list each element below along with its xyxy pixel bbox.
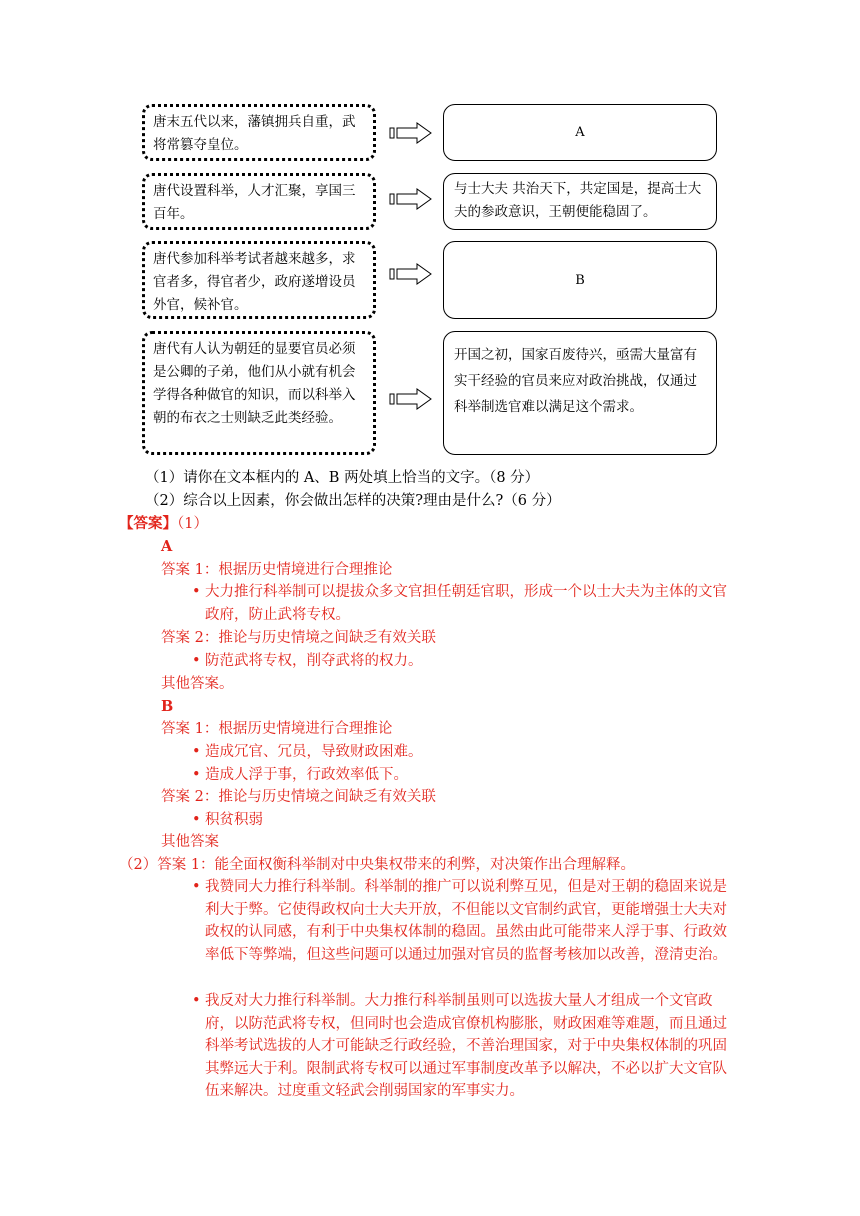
- b-label: B: [161, 698, 174, 715]
- premise-box-3: 唐代参加科举考试者越来越多，求官者多，得官者少，政府遂增设员外官，候补官。: [142, 241, 376, 319]
- b-answer1-bullet-1: • 造成冗官、冗员，导致财政困难。: [205, 741, 423, 763]
- result-box-b: B: [443, 241, 717, 319]
- question-2: （2）综合以上因素，你会做出怎样的决策?理由是什么?（6 分）: [145, 493, 561, 509]
- arrow-icon-2: [389, 188, 433, 210]
- arrow-icon-3: [389, 263, 433, 285]
- premise-box-1: 唐末五代以来，藩镇拥兵自重，武将常篡夺皇位。: [142, 104, 376, 161]
- b-answer1: 答案 1：根据历史情境进行合理推论: [161, 721, 393, 737]
- premise-box-4: 唐代有人认为朝廷的显要官员必须是公卿的子弟，他们从小就有机会学得各种做官的知识，而以科举入朝的布衣之士则缺乏此类经验。: [142, 331, 376, 455]
- b-answer1-bullet-2: • 造成人浮于事，行政效率低下。: [205, 764, 408, 786]
- part1-marker: （1）: [177, 516, 208, 532]
- a-answer2: 答案 2：推论与历史情境之间缺乏有效关联: [161, 630, 436, 646]
- a-answer1-bullet: • 大力推行科举制可以提拔众多文官担任朝廷官职，形成一个以士大夫为主体的文官政府，防止武将专权。: [205, 581, 737, 626]
- a-other: 其他答案。: [161, 676, 234, 692]
- a-answer1: 答案 1：根据历史情境进行合理推论: [161, 562, 393, 578]
- a-label: A: [161, 538, 173, 555]
- question-1: （1）请你在文本框内的 A、B 两处填上恰当的文字。（8 分）: [145, 470, 540, 486]
- arrow-icon-1: [389, 122, 433, 144]
- result-box-2: 与士大夫 共治天下，共定国是，提高士大夫的参政意识，王朝便能稳固了。: [443, 173, 717, 230]
- result-box-4: 开国之初，国家百废待兴，亟需大量富有实干经验的官员来应对政治挑战，仅通过科举制选官难以满足这个需求。: [443, 331, 717, 455]
- premise-box-2: 唐代设置科举，人才汇聚，享国三百年。: [142, 173, 376, 230]
- b-answer2-bullet: • 积贫积弱: [205, 809, 263, 831]
- a-answer2-bullet: • 防范武将专权，削夺武将的权力。: [205, 650, 423, 672]
- answer-label: 【答案】: [119, 515, 177, 532]
- part2-bullet-2: • 我反对大力推行科举制。大力推行科举制虽则可以选拔大量人才组成一个文官政府，以防范武将专权，但同时也会造成官僚机构膨胀，财政困难等难题，而且通过科举考试选拔的人才可能缺乏行政经验，不善治理国家，对于中央集权体制的巩固其弊远大于利。限制武将专权可以通过军事制度改革予以解决，不必以扩大文官队伍来解决。过度重文轻武会削弱国家的军事实力。: [205, 990, 737, 1103]
- b-answer2: 答案 2：推论与历史情境之间缺乏有效关联: [161, 789, 436, 805]
- arrow-icon-4: [389, 388, 433, 410]
- part2-answer1: （2）答案 1：能全面权衡科举制对中央集权带来的利弊，对决策作出合理解释。: [119, 857, 636, 873]
- result-box-a: A: [443, 104, 717, 161]
- b-other: 其他答案: [161, 834, 219, 850]
- answer-header: [119, 513, 208, 535]
- part2-bullet-1: • 我赞同大力推行科举制。科举制的推广可以说利弊互见，但是对王朝的稳固来说是利大于弊。它使得政权向士大夫开放，不但能以文官制约武官，更能增强士大夫对政权的认同感，有利于中央集权体制的稳固。虽然由此可能带来人浮于事、行政效率低下等弊端，但这些问题可以通过加强对官员的监督考核加以改善，澄清吏治。: [205, 876, 737, 966]
